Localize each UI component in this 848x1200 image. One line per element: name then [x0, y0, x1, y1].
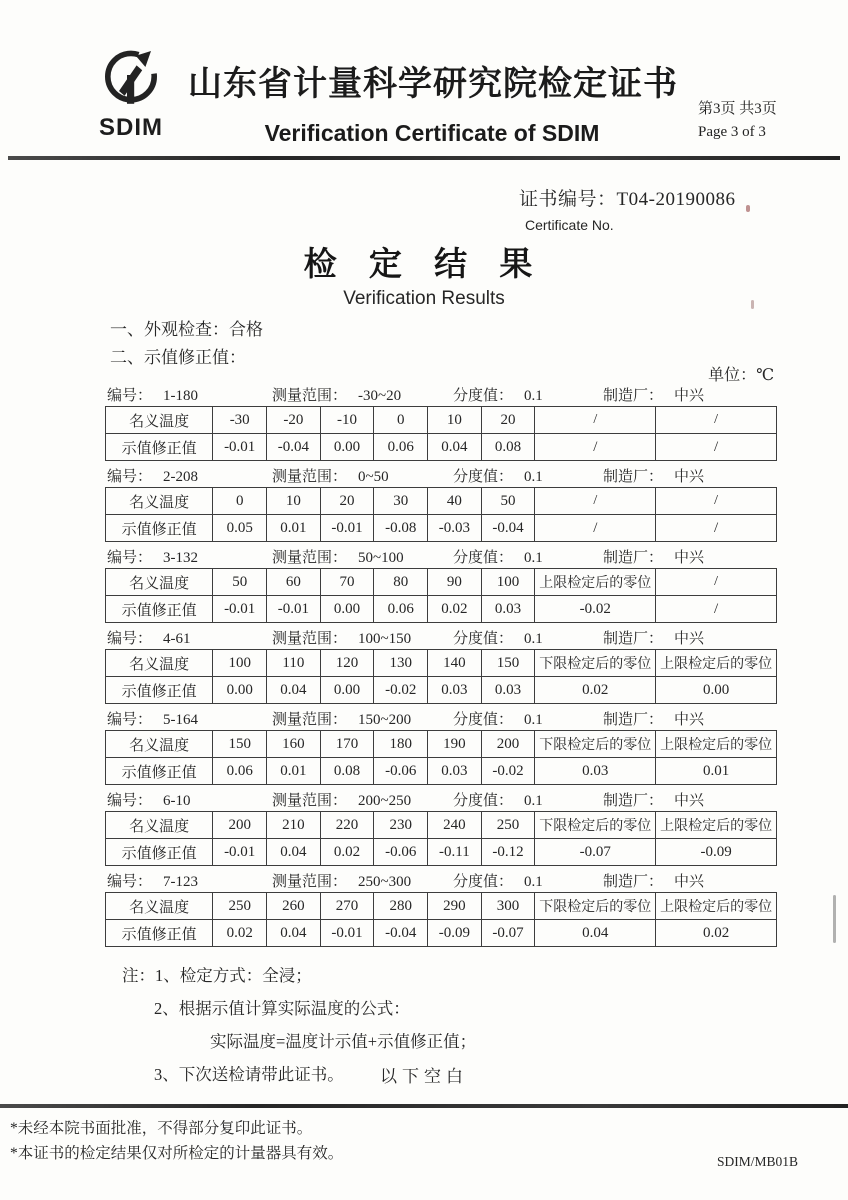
correction-cell: -0.09: [428, 920, 482, 947]
correction-value-item: 二、示值修正值：: [110, 348, 246, 367]
manufacturer-label: 制造厂：: [603, 631, 664, 647]
correction-cell: -0.11: [428, 839, 482, 866]
correction-cell: /: [535, 515, 656, 542]
correction-cell: 0.03: [428, 758, 482, 785]
temp-cell: 210: [267, 812, 321, 839]
temp-cell: 20: [320, 488, 374, 515]
correction-row: [106, 758, 777, 785]
correction-row: [106, 839, 777, 866]
unit-label: 单位：℃: [708, 367, 774, 384]
footer-note-validity: *本证书的检定结果仅对所检定的计量器具有效。: [10, 1144, 344, 1162]
row-label: 示值修正值: [106, 515, 213, 542]
header-rule: [8, 156, 840, 160]
serial-label: 编号：: [107, 712, 153, 728]
range-label: 测量范围：: [272, 469, 348, 485]
temp-cell: 60: [267, 569, 321, 596]
correction-cell: 0.02: [656, 920, 777, 947]
temp-cell: 50: [213, 569, 267, 596]
correction-cell: -0.03: [428, 515, 482, 542]
correction-row: [106, 920, 777, 947]
row-label: 名义温度: [106, 731, 213, 758]
temp-cell: 180: [374, 731, 428, 758]
division-label: 分度值：: [453, 793, 514, 809]
division-label: 分度值：: [453, 631, 514, 647]
temp-cell: 290: [428, 893, 482, 920]
correction-table: [105, 568, 777, 623]
correction-cell: -0.09: [656, 839, 777, 866]
correction-cell: 0.03: [535, 758, 656, 785]
temp-row: [106, 893, 777, 920]
correction-table: [105, 406, 777, 461]
manufacturer-value: 中兴: [674, 874, 705, 890]
correction-cell: 0.02: [213, 920, 267, 947]
correction-cell: 0.06: [213, 758, 267, 785]
division-label: 分度值：: [453, 874, 514, 890]
results-title-zh: 检 定 结 果: [303, 247, 545, 283]
range-label: 测量范围：: [272, 874, 348, 890]
correction-cell: -0.01: [320, 920, 374, 947]
page-indicator-en: Page 3 of 3: [698, 124, 766, 141]
table-meta: [105, 461, 777, 487]
temp-cell: 上限检定后的零位: [656, 893, 777, 920]
range-value: 50~100: [358, 550, 404, 566]
correction-cell: 0.00: [320, 677, 374, 704]
temp-cell: 280: [374, 893, 428, 920]
manufacturer-label: 制造厂：: [603, 793, 664, 809]
table-meta: [105, 785, 777, 811]
correction-cell: -0.04: [267, 434, 321, 461]
correction-table: [105, 892, 777, 947]
temp-cell: 90: [428, 569, 482, 596]
correction-cell: -0.02: [481, 758, 535, 785]
temp-cell: 250: [213, 893, 267, 920]
temp-cell: 270: [320, 893, 374, 920]
serial-value: 2-208: [163, 469, 199, 485]
correction-cell: 0.08: [320, 758, 374, 785]
temp-cell: -10: [320, 407, 374, 434]
row-label: 示值修正值: [106, 434, 213, 461]
logo-label: SDIM: [99, 114, 163, 141]
correction-cell: 0.01: [656, 758, 777, 785]
header-titles: [188, 56, 676, 147]
correction-cell: 0.03: [428, 677, 482, 704]
scan-artifact: [746, 205, 750, 212]
correction-cell: /: [656, 596, 777, 623]
certificate-number-block: [519, 184, 735, 233]
page-indicator: [698, 98, 777, 145]
table-meta: [105, 866, 777, 892]
temp-cell: 80: [374, 569, 428, 596]
note-formula: 实际温度=温度计示值+示值修正值；: [210, 1032, 477, 1051]
range-label: 测量范围：: [272, 712, 348, 728]
serial-label: 编号：: [107, 469, 153, 485]
correction-cell: -0.01: [320, 515, 374, 542]
temp-cell: 110: [267, 650, 321, 677]
correction-cell: -0.01: [267, 596, 321, 623]
temp-cell: 150: [481, 650, 535, 677]
manufacturer-value: 中兴: [674, 469, 705, 485]
division-label: 分度值：: [453, 712, 514, 728]
manufacturer-value: 中兴: [674, 388, 705, 404]
correction-cell: -0.12: [481, 839, 535, 866]
table-meta: [105, 380, 777, 406]
scan-artifact: [833, 895, 836, 943]
correction-cell: 0.02: [428, 596, 482, 623]
correction-cell: 0.01: [267, 515, 321, 542]
division-value: 0.1: [524, 388, 543, 404]
correction-cell: -0.08: [374, 515, 428, 542]
range-value: 100~150: [358, 631, 412, 647]
temp-cell: 40: [428, 488, 482, 515]
division-label: 分度值：: [453, 550, 514, 566]
range-value: 150~200: [358, 712, 412, 728]
temp-cell: 190: [428, 731, 482, 758]
correction-row: [106, 434, 777, 461]
serial-label: 编号：: [107, 874, 153, 890]
temp-cell: 上限检定后的零位: [656, 650, 777, 677]
results-title-en: Verification Results: [343, 288, 505, 309]
footer-note-copy: *未经本院书面批准，不得部分复印此证书。: [10, 1120, 313, 1137]
correction-cell: 0.04: [267, 839, 321, 866]
temp-cell: 200: [213, 812, 267, 839]
correction-cell: -0.06: [374, 839, 428, 866]
division-value: 0.1: [524, 631, 543, 647]
blank-below-label: 以下空白: [380, 1067, 468, 1086]
row-label: 示值修正值: [106, 758, 213, 785]
correction-table: [105, 487, 777, 542]
correction-cell: /: [535, 434, 656, 461]
correction-cell: 0.00: [656, 677, 777, 704]
temp-cell: 上限检定后的零位: [656, 812, 777, 839]
temp-cell: 0: [374, 407, 428, 434]
temp-cell: /: [656, 407, 777, 434]
serial-value: 1-180: [163, 388, 199, 404]
correction-cell: -0.01: [213, 434, 267, 461]
correction-cell: -0.07: [535, 839, 656, 866]
correction-cell: 0.05: [213, 515, 267, 542]
row-label: 名义温度: [106, 569, 213, 596]
temp-cell: 下限检定后的零位: [535, 812, 656, 839]
note-formula-intro: 2、根据示值计算实际温度的公式：: [154, 999, 410, 1018]
correction-table: [105, 730, 777, 785]
serial-value: 3-132: [163, 550, 199, 566]
temp-cell: 下限检定后的零位: [535, 731, 656, 758]
manufacturer-value: 中兴: [674, 550, 705, 566]
certificate-number-label: 证书编号：: [519, 189, 617, 210]
note-bring-certificate: 3、下次送检请带此证书。: [154, 1065, 344, 1084]
row-label: 名义温度: [106, 650, 213, 677]
sdim-logo: [72, 44, 190, 142]
range-value: 0~50: [358, 469, 389, 485]
correction-cell: -0.02: [374, 677, 428, 704]
manufacturer-value: 中兴: [674, 712, 705, 728]
temp-cell: 100: [481, 569, 535, 596]
temp-cell: /: [656, 569, 777, 596]
range-value: 250~300: [358, 874, 412, 890]
temp-cell: -30: [213, 407, 267, 434]
temp-cell: 140: [428, 650, 482, 677]
certificate-number-value: T04-20190086: [616, 189, 736, 210]
correction-cell: -0.06: [374, 758, 428, 785]
correction-tables: [105, 380, 777, 947]
correction-row: [106, 596, 777, 623]
thermometer-group-5: [105, 704, 777, 785]
manufacturer-label: 制造厂：: [603, 469, 664, 485]
serial-value: 4-61: [163, 631, 191, 647]
correction-cell: -0.04: [481, 515, 535, 542]
note-method: 注：1、检定方式：全浸；: [122, 966, 312, 985]
temp-row: [106, 569, 777, 596]
certificate-number-line: [519, 184, 735, 211]
table-meta: [105, 542, 777, 568]
row-label: 名义温度: [106, 893, 213, 920]
serial-value: 7-123: [163, 874, 199, 890]
manufacturer-label: 制造厂：: [603, 874, 664, 890]
serial-label: 编号：: [107, 793, 153, 809]
temp-row: [106, 407, 777, 434]
temp-cell: -20: [267, 407, 321, 434]
temp-cell: 240: [428, 812, 482, 839]
temp-row: [106, 488, 777, 515]
manufacturer-value: 中兴: [674, 631, 705, 647]
thermometer-group-7: [105, 866, 777, 947]
thermometer-group-4: [105, 623, 777, 704]
correction-cell: -0.04: [374, 920, 428, 947]
correction-cell: 0.04: [535, 920, 656, 947]
temp-cell: 200: [481, 731, 535, 758]
correction-cell: -0.02: [535, 596, 656, 623]
temp-cell: 上限检定后的零位: [656, 731, 777, 758]
appearance-check-item: 一、外观检查：合格: [110, 320, 263, 339]
temp-cell: 下限检定后的零位: [535, 650, 656, 677]
serial-label: 编号：: [107, 631, 153, 647]
range-value: 200~250: [358, 793, 412, 809]
temp-cell: 260: [267, 893, 321, 920]
temp-cell: 10: [267, 488, 321, 515]
range-label: 测量范围：: [272, 631, 348, 647]
correction-cell: 0.04: [428, 434, 482, 461]
correction-cell: 0.04: [267, 677, 321, 704]
temp-cell: /: [535, 488, 656, 515]
page-indicator-zh: 第3页 共3页: [698, 101, 777, 117]
temp-cell: 30: [374, 488, 428, 515]
division-value: 0.1: [524, 712, 543, 728]
serial-value: 5-164: [163, 712, 199, 728]
temp-cell: 300: [481, 893, 535, 920]
temp-cell: 250: [481, 812, 535, 839]
temp-cell: 0: [213, 488, 267, 515]
row-label: 名义温度: [106, 407, 213, 434]
manufacturer-label: 制造厂：: [603, 550, 664, 566]
institute-title-zh: 山东省计量科学研究院检定证书: [188, 66, 678, 103]
correction-cell: 0.04: [267, 920, 321, 947]
serial-value: 6-10: [163, 793, 191, 809]
correction-cell: 0.00: [213, 677, 267, 704]
correction-cell: 0.08: [481, 434, 535, 461]
serial-label: 编号：: [107, 550, 153, 566]
correction-cell: 0.02: [320, 839, 374, 866]
correction-cell: -0.01: [213, 839, 267, 866]
table-meta: [105, 623, 777, 649]
range-label: 测量范围：: [272, 793, 348, 809]
thermometer-group-2: [105, 461, 777, 542]
correction-cell: 0.00: [320, 434, 374, 461]
temp-row: [106, 650, 777, 677]
row-label: 示值修正值: [106, 596, 213, 623]
correction-cell: 0.03: [481, 677, 535, 704]
row-label: 示值修正值: [106, 839, 213, 866]
correction-cell: /: [656, 515, 777, 542]
row-label: 名义温度: [106, 812, 213, 839]
thermometer-group-3: [105, 542, 777, 623]
correction-cell: 0.01: [267, 758, 321, 785]
manufacturer-label: 制造厂：: [603, 712, 664, 728]
division-value: 0.1: [524, 793, 543, 809]
range-label: 测量范围：: [272, 550, 348, 566]
division-value: 0.1: [524, 469, 543, 485]
temp-cell: 上限检定后的零位: [535, 569, 656, 596]
correction-row: [106, 677, 777, 704]
table-meta: [105, 704, 777, 730]
certificate-number-label-en: Certificate No.: [525, 217, 614, 233]
temp-row: [106, 731, 777, 758]
correction-cell: 0.06: [374, 434, 428, 461]
temp-cell: 160: [267, 731, 321, 758]
form-code: SDIM/MB01B: [716, 1154, 798, 1169]
row-label: 示值修正值: [106, 920, 213, 947]
temp-cell: 220: [320, 812, 374, 839]
correction-cell: 0.02: [535, 677, 656, 704]
temp-row: [106, 812, 777, 839]
row-label: 示值修正值: [106, 677, 213, 704]
scan-artifact: [751, 300, 754, 309]
temp-cell: 230: [374, 812, 428, 839]
sdim-emblem-icon: [91, 44, 171, 122]
division-value: 0.1: [524, 550, 543, 566]
division-value: 0.1: [524, 874, 543, 890]
footer-notes: [10, 1117, 343, 1167]
correction-cell: -0.01: [213, 596, 267, 623]
temp-cell: 120: [320, 650, 374, 677]
range-label: 测量范围：: [272, 388, 348, 404]
temp-cell: 150: [213, 731, 267, 758]
division-label: 分度值：: [453, 388, 514, 404]
temp-cell: 10: [428, 407, 482, 434]
correction-cell: -0.07: [481, 920, 535, 947]
temp-cell: 170: [320, 731, 374, 758]
thermometer-group-1: [105, 380, 777, 461]
temp-cell: 70: [320, 569, 374, 596]
temp-cell: 20: [481, 407, 535, 434]
temp-cell: /: [656, 488, 777, 515]
division-label: 分度值：: [453, 469, 514, 485]
serial-label: 编号：: [107, 388, 153, 404]
temp-cell: 100: [213, 650, 267, 677]
thermometer-group-6: [105, 785, 777, 866]
correction-row: [106, 515, 777, 542]
temp-cell: 50: [481, 488, 535, 515]
range-value: -30~20: [358, 388, 402, 404]
temp-cell: /: [535, 407, 656, 434]
correction-cell: 0.03: [481, 596, 535, 623]
row-label: 名义温度: [106, 488, 213, 515]
footer-rule: [0, 1104, 848, 1108]
temp-cell: 下限检定后的零位: [535, 893, 656, 920]
correction-table: [105, 811, 777, 866]
manufacturer-value: 中兴: [674, 793, 705, 809]
manufacturer-label: 制造厂：: [603, 388, 664, 404]
correction-cell: 0.00: [320, 596, 374, 623]
temp-cell: 130: [374, 650, 428, 677]
institute-title-en: Verification Certificate of SDIM: [264, 120, 600, 146]
correction-cell: /: [656, 434, 777, 461]
correction-table: [105, 649, 777, 704]
correction-cell: 0.06: [374, 596, 428, 623]
